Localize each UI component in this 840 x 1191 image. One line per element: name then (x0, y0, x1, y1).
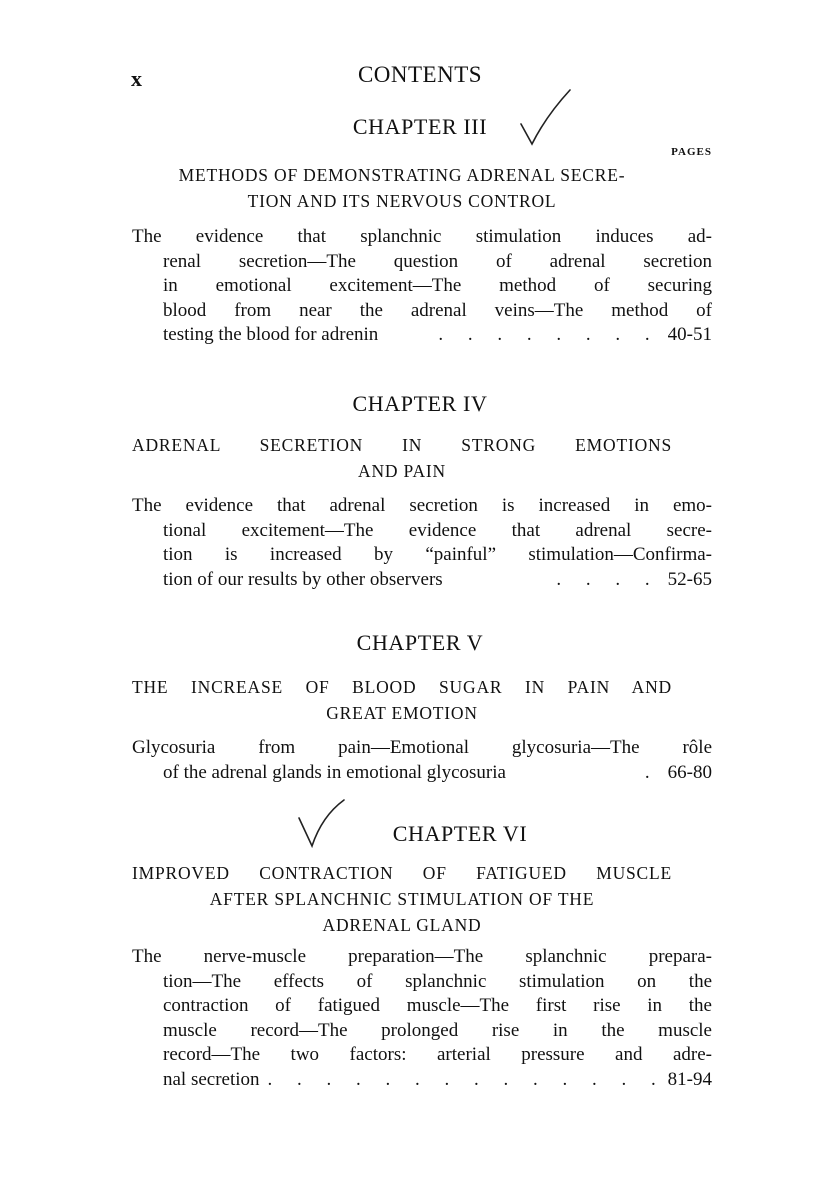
entry-line: The nerve-muscle preparation—The splanchnic prepara- (132, 946, 712, 967)
entry-last-line (132, 323, 712, 348)
entry-line: tion of our results by other observers (163, 568, 443, 590)
page-range: 66-80 (667, 761, 712, 783)
chapter-6-subtitle (132, 860, 672, 938)
chapter-3-subtitle (132, 162, 672, 214)
chapter-4-entry (132, 494, 712, 592)
subtitle-line: AND PAIN (358, 461, 446, 481)
entry-line: Glycosuria from pain—Emotional glycosuria—The rôle (132, 737, 712, 758)
subtitle-line: METHODS OF DEMONSTRATING ADRENAL SECRE- (178, 165, 626, 185)
entry-line: renal secretion—The question of adrenal secretion (163, 250, 712, 272)
chapter-5-entry (132, 736, 712, 785)
entry-line: tion—The effects of splanchnic stimulation on the (163, 970, 712, 992)
pages-column-label: PAGES (671, 146, 712, 158)
subtitle-line: ADRENAL GLAND (322, 915, 482, 935)
leader-dots: . . . . . . . . . . . . . . (267, 1068, 666, 1090)
entry-line: record—The two factors: arterial pressure and adre- (163, 1044, 712, 1066)
entry-line: blood from near the adrenal veins—The method of (163, 299, 712, 321)
entry-line: contraction of fatigued muscle—The first rise in the (163, 995, 712, 1017)
chapter-4-heading: CHAPTER IV (352, 391, 488, 416)
subtitle-line: AFTER SPLANCHNIC STIMULATION OF THE (209, 889, 595, 909)
entry-last-line (132, 761, 712, 786)
entry-line: tion is increased by “painful” stimulation—Confirma- (163, 544, 712, 566)
entry-line: tional excitement—The evidence that adrenal secre- (163, 519, 712, 541)
subtitle-line: GREAT EMOTION (326, 703, 478, 723)
running-head: CONTENTS (357, 62, 483, 87)
subtitle-line: IMPROVED CONTRACTION OF FATIGUED MUSCLE (132, 863, 672, 883)
entry-line: in emotional excitement—The method of securing (163, 275, 712, 297)
leader-dots: . (644, 761, 660, 783)
chapter-5-subtitle (132, 674, 672, 726)
chapter-6-entry (132, 945, 712, 1093)
leader-dots: . . . . (556, 568, 660, 590)
subtitle-line: ADRENAL SECRETION IN STRONG EMOTIONS (132, 435, 672, 455)
checkmark-icon (518, 88, 574, 150)
entry-last-line (132, 1068, 712, 1093)
page-range: 81-94 (667, 1068, 712, 1090)
page-number: x (131, 66, 142, 91)
entry-line: of the adrenal glands in emotional glycosuria (163, 761, 506, 783)
chapter-5-heading: CHAPTER V (356, 630, 484, 655)
page-range: 52-65 (667, 568, 712, 590)
chapter-3-heading: CHAPTER III (352, 114, 488, 139)
page-range: 40-51 (667, 324, 712, 346)
entry-line: muscle record—The prolonged rise in the muscle (163, 1019, 712, 1041)
chapter-4-subtitle (132, 432, 672, 484)
entry-line: testing the blood for adrenin (163, 324, 379, 346)
entry-line: The evidence that adrenal secretion is increased in emo- (132, 495, 712, 516)
chapter-6-heading: CHAPTER VI (392, 821, 528, 846)
subtitle-line: THE INCREASE OF BLOOD SUGAR IN PAIN AND (132, 677, 672, 697)
entry-last-line (132, 568, 712, 593)
chapter-3-entry (132, 225, 712, 348)
subtitle-line: TION AND ITS NERVOUS CONTROL (247, 191, 557, 211)
entry-line: The evidence that splanchnic stimulation induces ad- (132, 226, 712, 247)
entry-line: nal secretion (163, 1068, 260, 1090)
leader-dots: . . . . . . . . (438, 324, 660, 346)
